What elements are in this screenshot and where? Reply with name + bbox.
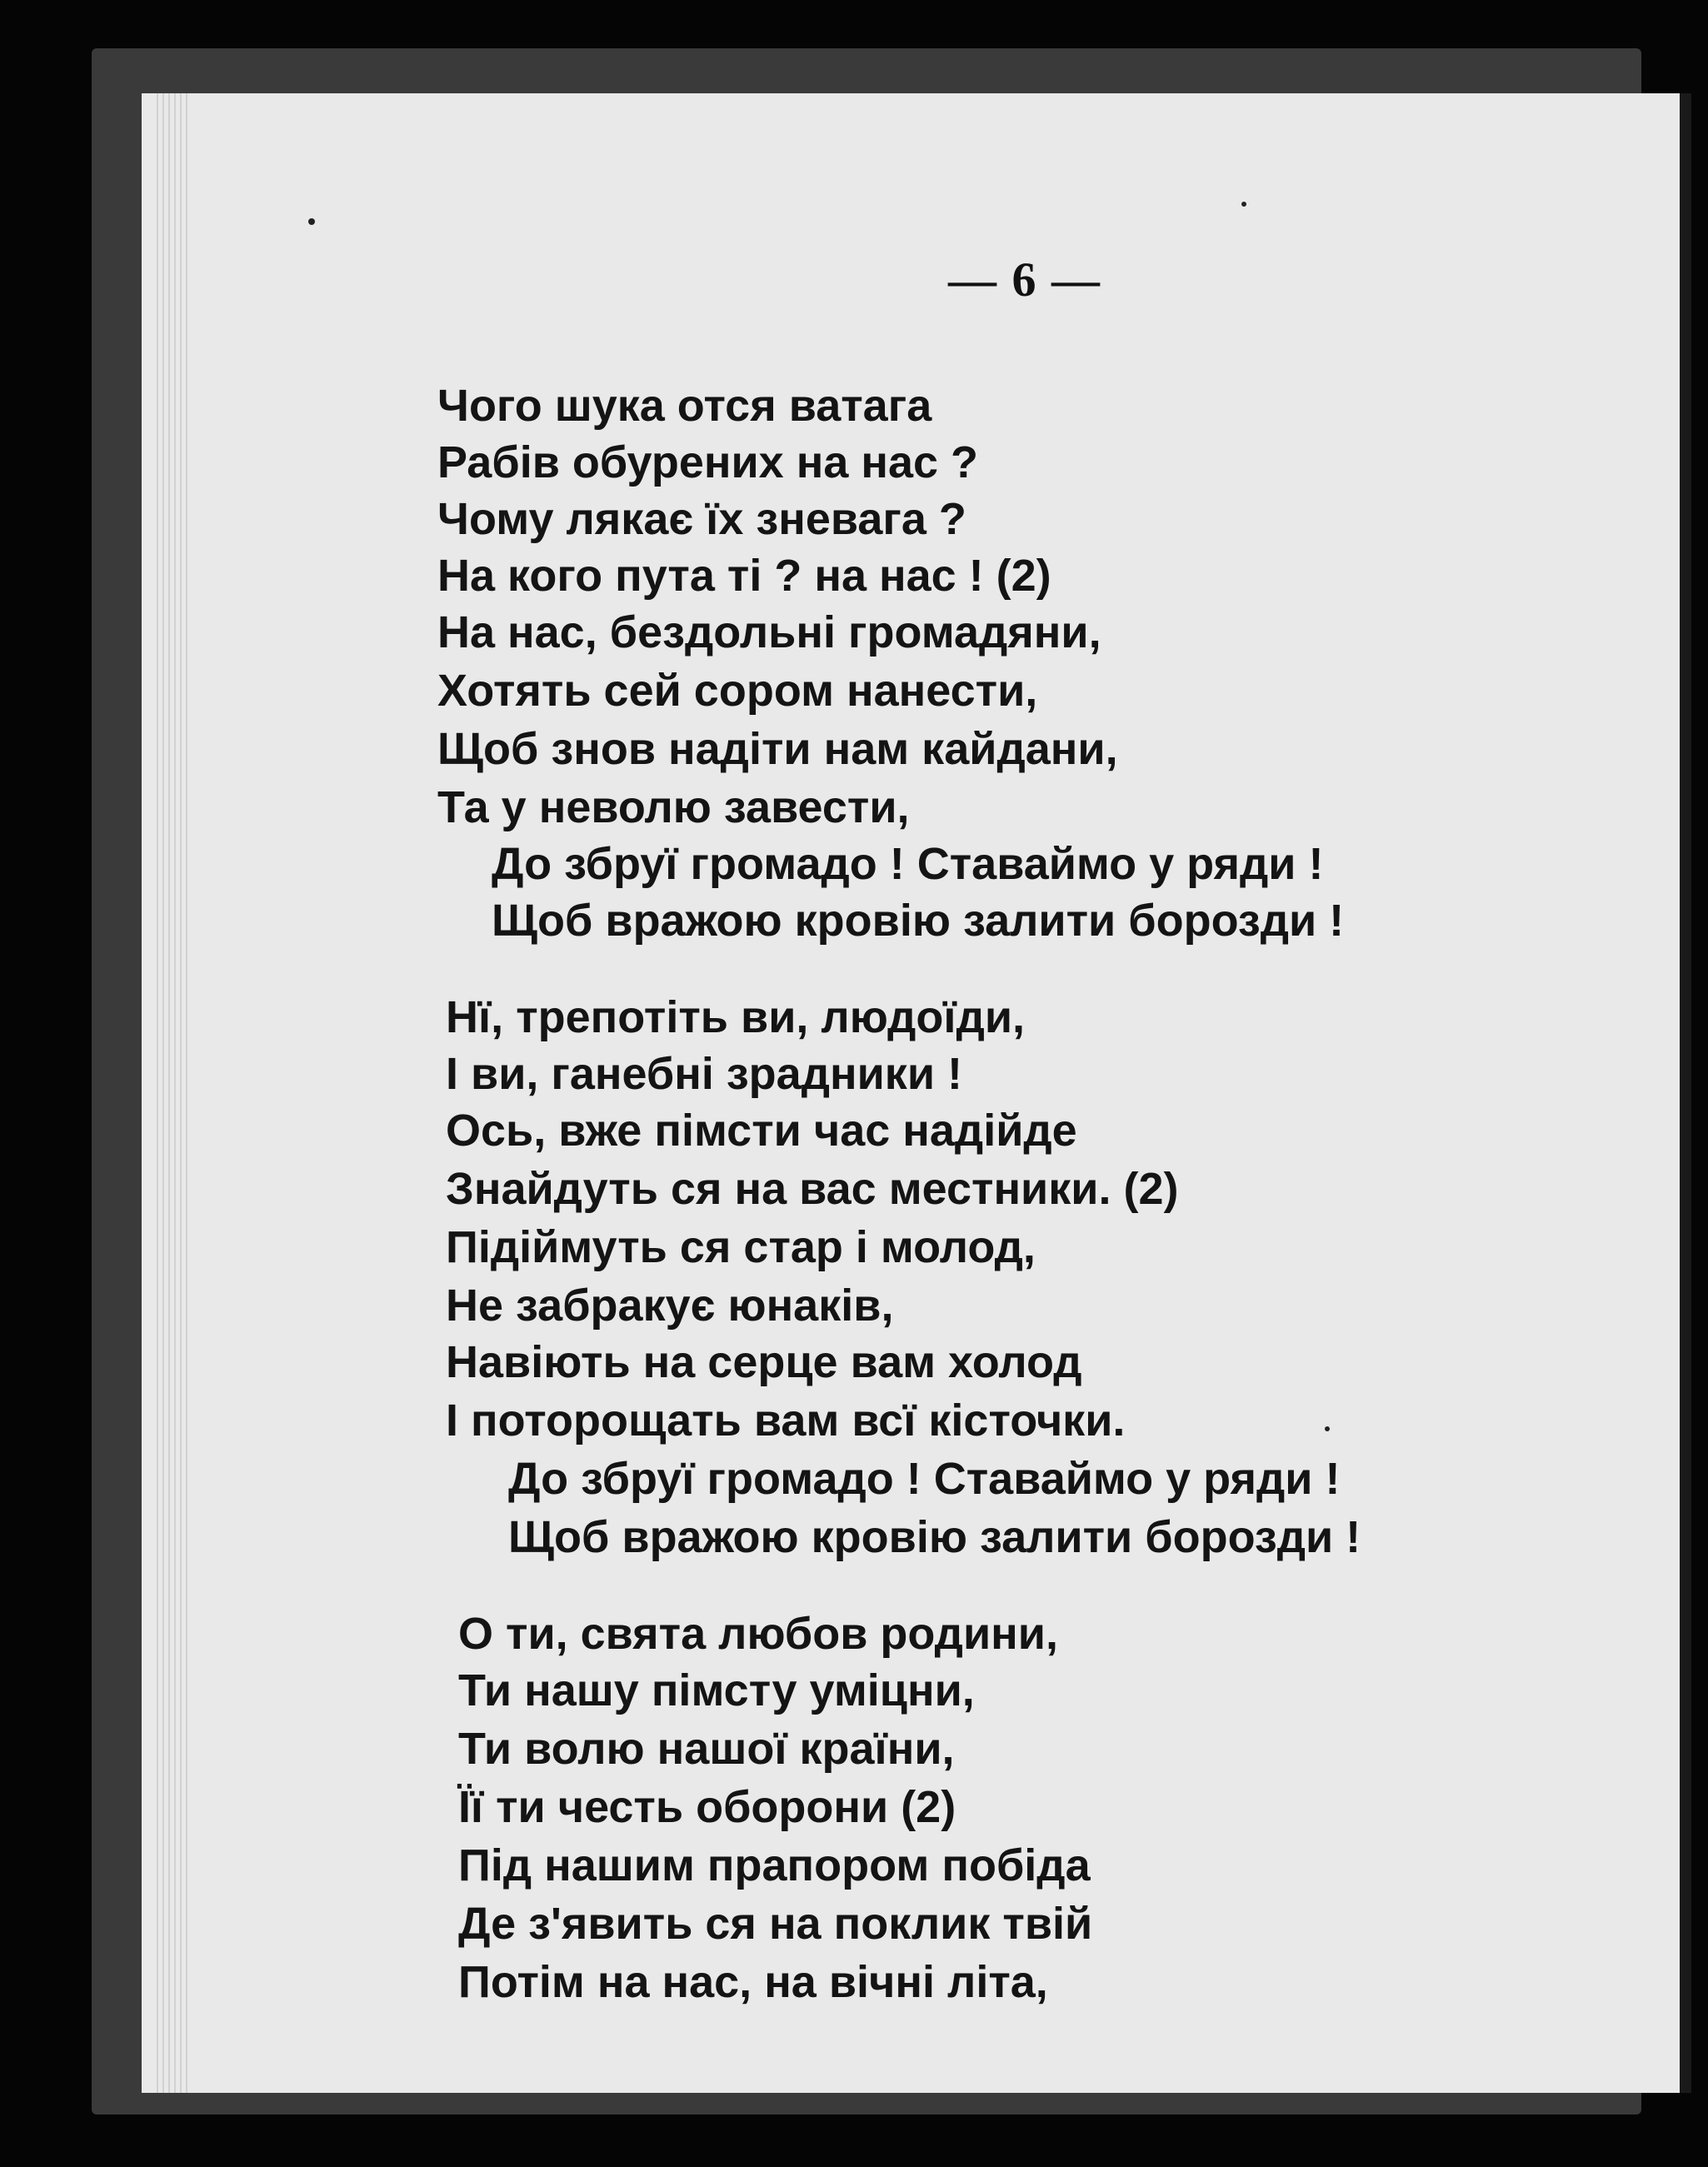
stanza-2-line-3: Ось, вже пімсти час надійде — [446, 1106, 1077, 1156]
stanza-1-line-4: На кого пута ті ? на нас ! (2) — [437, 551, 1051, 601]
stanza-2-line-8: І поторощать вам всї кісточки. — [446, 1396, 1126, 1445]
stanza-3-line-3: Ти волю нашої країни, — [458, 1724, 955, 1774]
stanza-3-line-7: Потім на нас, на вічні літа, — [458, 1957, 1048, 2007]
page-number: — 6 — — [948, 252, 1101, 307]
stanza-1-refrain-2: Щоб вражою кровію залити борозди ! — [492, 896, 1345, 946]
stanza-2-line-7: Навіють на серце вам холод — [446, 1337, 1082, 1387]
stanza-3-line-5: Під нашим прапором побіда — [458, 1840, 1091, 1890]
stanza-3-line-6: Де з'явить ся на поклик твій — [458, 1899, 1093, 1949]
page-gutter — [157, 93, 190, 2093]
stanza-3-line-1: О ти, свята любов родини, — [458, 1609, 1058, 1659]
stanza-1-line-6: Хотять сей сором нанести, — [437, 666, 1038, 716]
stanza-2-line-5: Підіймуть ся стар і молод, — [446, 1222, 1036, 1272]
stanza-2-line-2: І ви, ганебні зрадники ! — [446, 1049, 962, 1099]
stanza-1-line-2: Рабів обурених на нас ? — [437, 437, 979, 487]
stanza-1-line-3: Чому лякає їх зневага ? — [437, 494, 966, 544]
stanza-1-line-8: Та у неволю завести, — [437, 782, 910, 832]
scan-speck — [1325, 1426, 1330, 1431]
book-page — [142, 93, 1691, 2093]
scan-speck — [308, 218, 315, 225]
stanza-1-line-5: На нас, бездольні громадяни, — [437, 607, 1101, 657]
stanza-1-line-1: Чого шука отся ватага — [437, 381, 932, 431]
scan-speck — [1241, 202, 1246, 207]
page-right-edge — [1680, 93, 1691, 2093]
stanza-2-refrain-1: До збруї громадо ! Ставаймо у ряди ! — [508, 1454, 1341, 1504]
stanza-2-refrain-2: Щоб вражою кровію залити борозди ! — [508, 1512, 1361, 1562]
stanza-3-line-4: Її ти честь оборони (2) — [458, 1782, 956, 1832]
stanza-1-line-7: Щоб знов надіти нам кайдани, — [437, 724, 1118, 774]
stanza-1-refrain-1: До збруї громадо ! Ставаймо у ряди ! — [492, 839, 1324, 889]
stanza-2-line-1: Нї, трепотіть ви, людоїди, — [446, 992, 1026, 1042]
stanza-2-line-4: Знайдуть ся на вас местники. (2) — [446, 1164, 1179, 1214]
stanza-3-line-2: Ти нашу пімсту уміцни, — [458, 1665, 975, 1715]
stanza-2-line-6: Не забракує юнаків, — [446, 1281, 894, 1331]
